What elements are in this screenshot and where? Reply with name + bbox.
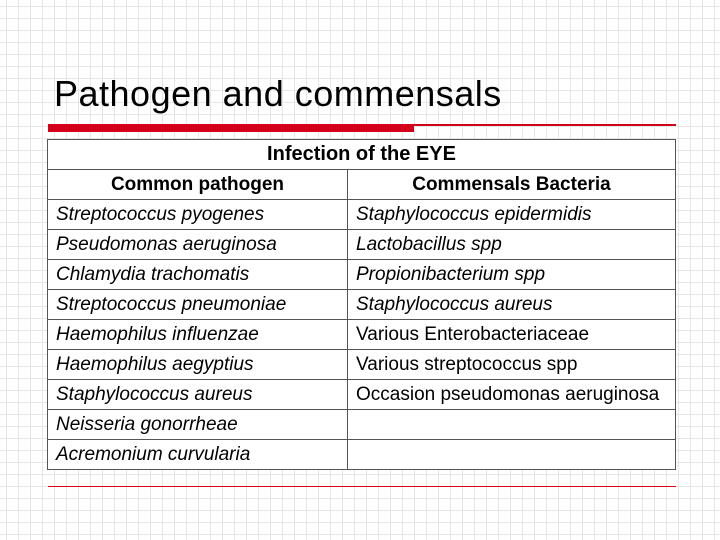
table-caption: Infection of the EYE — [48, 140, 676, 170]
table-row — [48, 440, 676, 470]
slide-title: Pathogen and commensals — [54, 73, 502, 114]
table-row — [48, 230, 676, 260]
commensal-cell: Lactobacillus spp — [348, 230, 676, 260]
commensal-cell: Propionibacterium spp — [348, 260, 676, 290]
commensal-cell — [348, 410, 676, 440]
commensal-cell: Staphylococcus epidermidis — [348, 200, 676, 230]
column-header-commensals: Commensals Bacteria — [348, 170, 676, 200]
table-row — [48, 290, 676, 320]
pathogen-cell: Chlamydia trachomatis — [48, 260, 348, 290]
commensal-cell: Various streptococcus spp — [348, 350, 676, 380]
table-row — [48, 200, 676, 230]
table-row — [48, 350, 676, 380]
table-row — [48, 380, 676, 410]
title-underline-accent — [48, 124, 414, 132]
commensal-cell: Occasion pseudomonas aeruginosa — [348, 380, 676, 410]
table-caption-row — [48, 140, 676, 170]
column-header-pathogen: Common pathogen — [48, 170, 348, 200]
pathogen-cell: Acremonium curvularia — [48, 440, 348, 470]
eye-infection-table-container — [47, 139, 675, 470]
commensal-cell: Various Enterobacteriaceae — [348, 320, 676, 350]
bottom-rule — [48, 486, 676, 487]
table-header-row — [48, 170, 676, 200]
commensal-cell — [348, 440, 676, 470]
pathogen-cell: Neisseria gonorrheae — [48, 410, 348, 440]
commensal-cell: Staphylococcus aureus — [348, 290, 676, 320]
table-row — [48, 410, 676, 440]
pathogen-cell: Pseudomonas aeruginosa — [48, 230, 348, 260]
pathogen-cell: Streptococcus pneumoniae — [48, 290, 348, 320]
pathogen-cell: Haemophilus aegyptius — [48, 350, 348, 380]
eye-infection-table — [47, 139, 676, 470]
pathogen-cell: Streptococcus pyogenes — [48, 200, 348, 230]
pathogen-cell: Staphylococcus aureus — [48, 380, 348, 410]
pathogen-cell: Haemophilus influenzae — [48, 320, 348, 350]
table-row — [48, 320, 676, 350]
table-row — [48, 260, 676, 290]
